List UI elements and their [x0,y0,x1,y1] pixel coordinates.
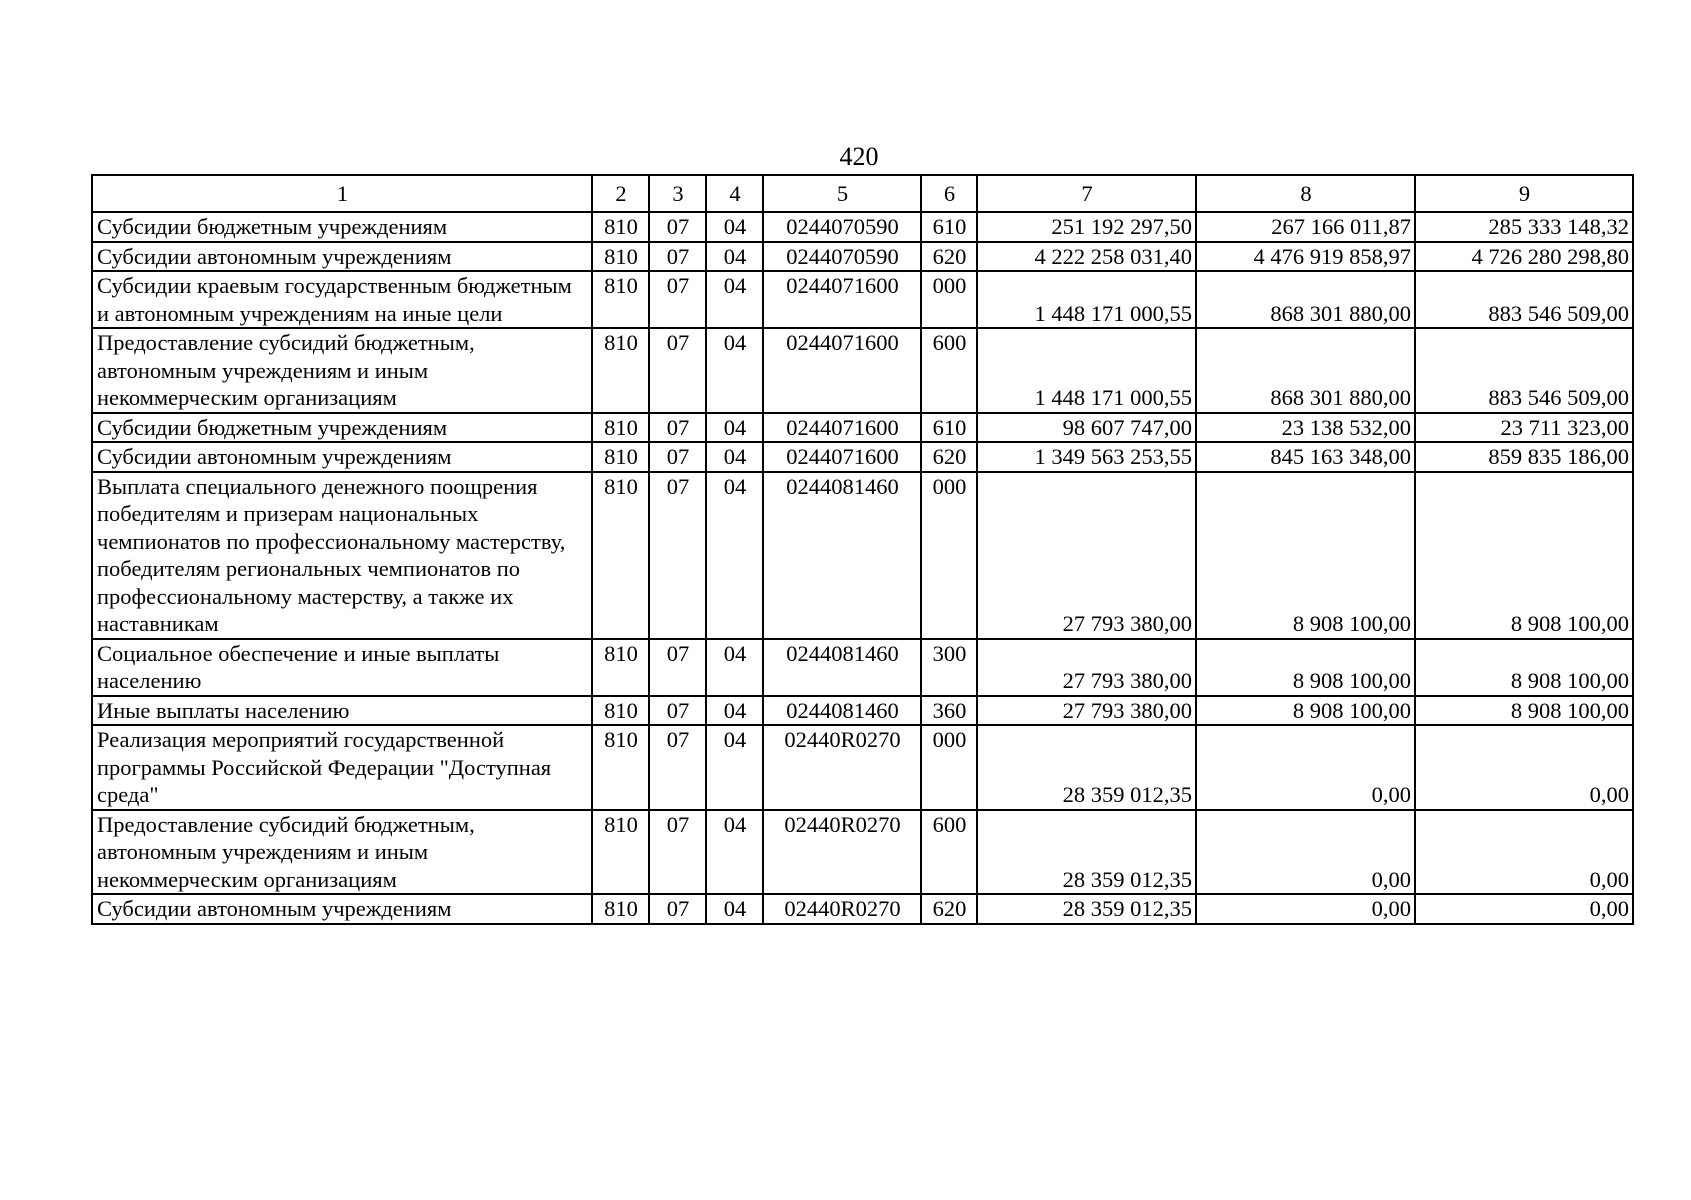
cell-code: 810 [592,242,649,272]
cell-amount: 27 793 380,00 [977,696,1196,726]
cell-amount: 868 301 880,00 [1196,328,1415,413]
cell-amount: 883 546 509,00 [1415,271,1633,328]
cell-amount: 28 359 012,35 [977,810,1196,895]
cell-amount: 0,00 [1415,725,1633,810]
cell-code: 810 [592,696,649,726]
row-name: Предоставление субсидий бюджетным, автономным учреждениям и иным некоммерческим организациям [92,810,592,895]
column-header: 3 [649,175,706,212]
cell-code: 07 [649,242,706,272]
column-header: 9 [1415,175,1633,212]
cell-amount: 4 726 280 298,80 [1415,242,1633,272]
cell-amount: 27 793 380,00 [977,639,1196,696]
table-row [92,271,1633,328]
cell-code: 07 [649,725,706,810]
cell-amount: 0,00 [1196,810,1415,895]
table-row [92,242,1633,272]
cell-amount: 1 448 171 000,55 [977,271,1196,328]
row-name: Субсидии автономным учреждениям [92,894,592,924]
cell-code: 810 [592,639,649,696]
cell-code: 04 [706,442,763,472]
cell-code: 620 [921,442,977,472]
cell-code: 0244081460 [763,696,921,726]
cell-amount: 1 448 171 000,55 [977,328,1196,413]
cell-code: 000 [921,472,977,639]
column-header: 8 [1196,175,1415,212]
cell-code: 0244081460 [763,472,921,639]
table-row [92,894,1633,924]
cell-amount: 251 192 297,50 [977,212,1196,242]
column-header: 4 [706,175,763,212]
cell-amount: 8 908 100,00 [1196,472,1415,639]
cell-code: 360 [921,696,977,726]
cell-amount: 98 607 747,00 [977,413,1196,443]
cell-code: 04 [706,271,763,328]
cell-code: 04 [706,894,763,924]
cell-code: 07 [649,472,706,639]
cell-amount: 8 908 100,00 [1415,472,1633,639]
column-header: 6 [921,175,977,212]
cell-amount: 868 301 880,00 [1196,271,1415,328]
row-name: Социальное обеспечение и иные выплаты населению [92,639,592,696]
cell-amount: 1 349 563 253,55 [977,442,1196,472]
cell-code: 0244071600 [763,442,921,472]
cell-amount: 883 546 509,00 [1415,328,1633,413]
cell-code: 04 [706,725,763,810]
cell-code: 810 [592,725,649,810]
cell-code: 0244071600 [763,413,921,443]
cell-amount: 8 908 100,00 [1415,696,1633,726]
cell-code: 04 [706,810,763,895]
cell-code: 07 [649,696,706,726]
cell-amount: 845 163 348,00 [1196,442,1415,472]
cell-code: 0244071600 [763,271,921,328]
cell-amount: 28 359 012,35 [977,894,1196,924]
cell-code: 04 [706,328,763,413]
table-row [92,725,1633,810]
cell-code: 810 [592,328,649,413]
cell-code: 000 [921,271,977,328]
table-row [92,472,1633,639]
row-name: Реализация мероприятий государственной программы Российской Федерации "Доступная среда" [92,725,592,810]
cell-amount: 8 908 100,00 [1415,639,1633,696]
cell-amount: 0,00 [1415,894,1633,924]
column-header: 2 [592,175,649,212]
page-number: 420 [839,142,879,171]
row-name: Субсидии бюджетным учреждениям [92,212,592,242]
cell-code: 04 [706,242,763,272]
column-header: 5 [763,175,921,212]
cell-code: 07 [649,639,706,696]
cell-code: 07 [649,810,706,895]
cell-code: 610 [921,413,977,443]
column-header: 7 [977,175,1196,212]
cell-code: 610 [921,212,977,242]
cell-code: 07 [649,442,706,472]
cell-amount: 0,00 [1196,894,1415,924]
cell-code: 07 [649,894,706,924]
cell-code: 04 [706,413,763,443]
cell-amount: 8 908 100,00 [1196,696,1415,726]
cell-code: 0244070590 [763,242,921,272]
cell-code: 0244070590 [763,212,921,242]
cell-code: 810 [592,413,649,443]
row-name: Субсидии автономным учреждениям [92,242,592,272]
cell-amount: 285 333 148,32 [1415,212,1633,242]
cell-amount: 4 476 919 858,97 [1196,242,1415,272]
cell-code: 04 [706,472,763,639]
cell-amount: 0,00 [1415,810,1633,895]
table-row [92,639,1633,696]
cell-code: 810 [592,271,649,328]
row-name: Субсидии бюджетным учреждениям [92,413,592,443]
header-row [92,175,1633,212]
cell-code: 07 [649,328,706,413]
cell-amount: 0,00 [1196,725,1415,810]
cell-code: 07 [649,271,706,328]
table-row [92,696,1633,726]
row-name: Субсидии автономным учреждениям [92,442,592,472]
cell-code: 04 [706,696,763,726]
cell-code: 600 [921,810,977,895]
cell-amount: 27 793 380,00 [977,472,1196,639]
cell-code: 07 [649,212,706,242]
cell-amount: 8 908 100,00 [1196,639,1415,696]
cell-code: 04 [706,639,763,696]
cell-amount: 859 835 186,00 [1415,442,1633,472]
cell-code: 810 [592,212,649,242]
cell-code: 810 [592,894,649,924]
cell-code: 600 [921,328,977,413]
cell-code: 02440R0270 [763,725,921,810]
table-row [92,212,1633,242]
table-row [92,442,1633,472]
row-name: Иные выплаты населению [92,696,592,726]
cell-code: 300 [921,639,977,696]
column-header: 1 [92,175,592,212]
cell-code: 620 [921,894,977,924]
cell-code: 620 [921,242,977,272]
row-name: Выплата специального денежного поощрения победителям и призерам национальных чемпионатов по профессиональному мастерству, победителям региональных чемпионатов по профессиональному мастерству, а также их наставникам [92,472,592,639]
cell-amount: 23 138 532,00 [1196,413,1415,443]
cell-code: 810 [592,472,649,639]
cell-code: 000 [921,725,977,810]
table-row [92,328,1633,413]
row-name: Предоставление субсидий бюджетным, автономным учреждениям и иным некоммерческим организациям [92,328,592,413]
cell-amount: 28 359 012,35 [977,725,1196,810]
table-row [92,413,1633,443]
cell-code: 07 [649,413,706,443]
cell-code: 02440R0270 [763,894,921,924]
cell-amount: 23 711 323,00 [1415,413,1633,443]
cell-code: 0244071600 [763,328,921,413]
cell-code: 0244081460 [763,639,921,696]
cell-amount: 4 222 258 031,40 [977,242,1196,272]
cell-amount: 267 166 011,87 [1196,212,1415,242]
table-row [92,810,1633,895]
cell-code: 810 [592,810,649,895]
row-name: Субсидии краевым государственным бюджетным и автономным учреждениям на иные цели [92,271,592,328]
cell-code: 04 [706,212,763,242]
cell-code: 810 [592,442,649,472]
budget-table [91,174,1634,925]
cell-code: 02440R0270 [763,810,921,895]
